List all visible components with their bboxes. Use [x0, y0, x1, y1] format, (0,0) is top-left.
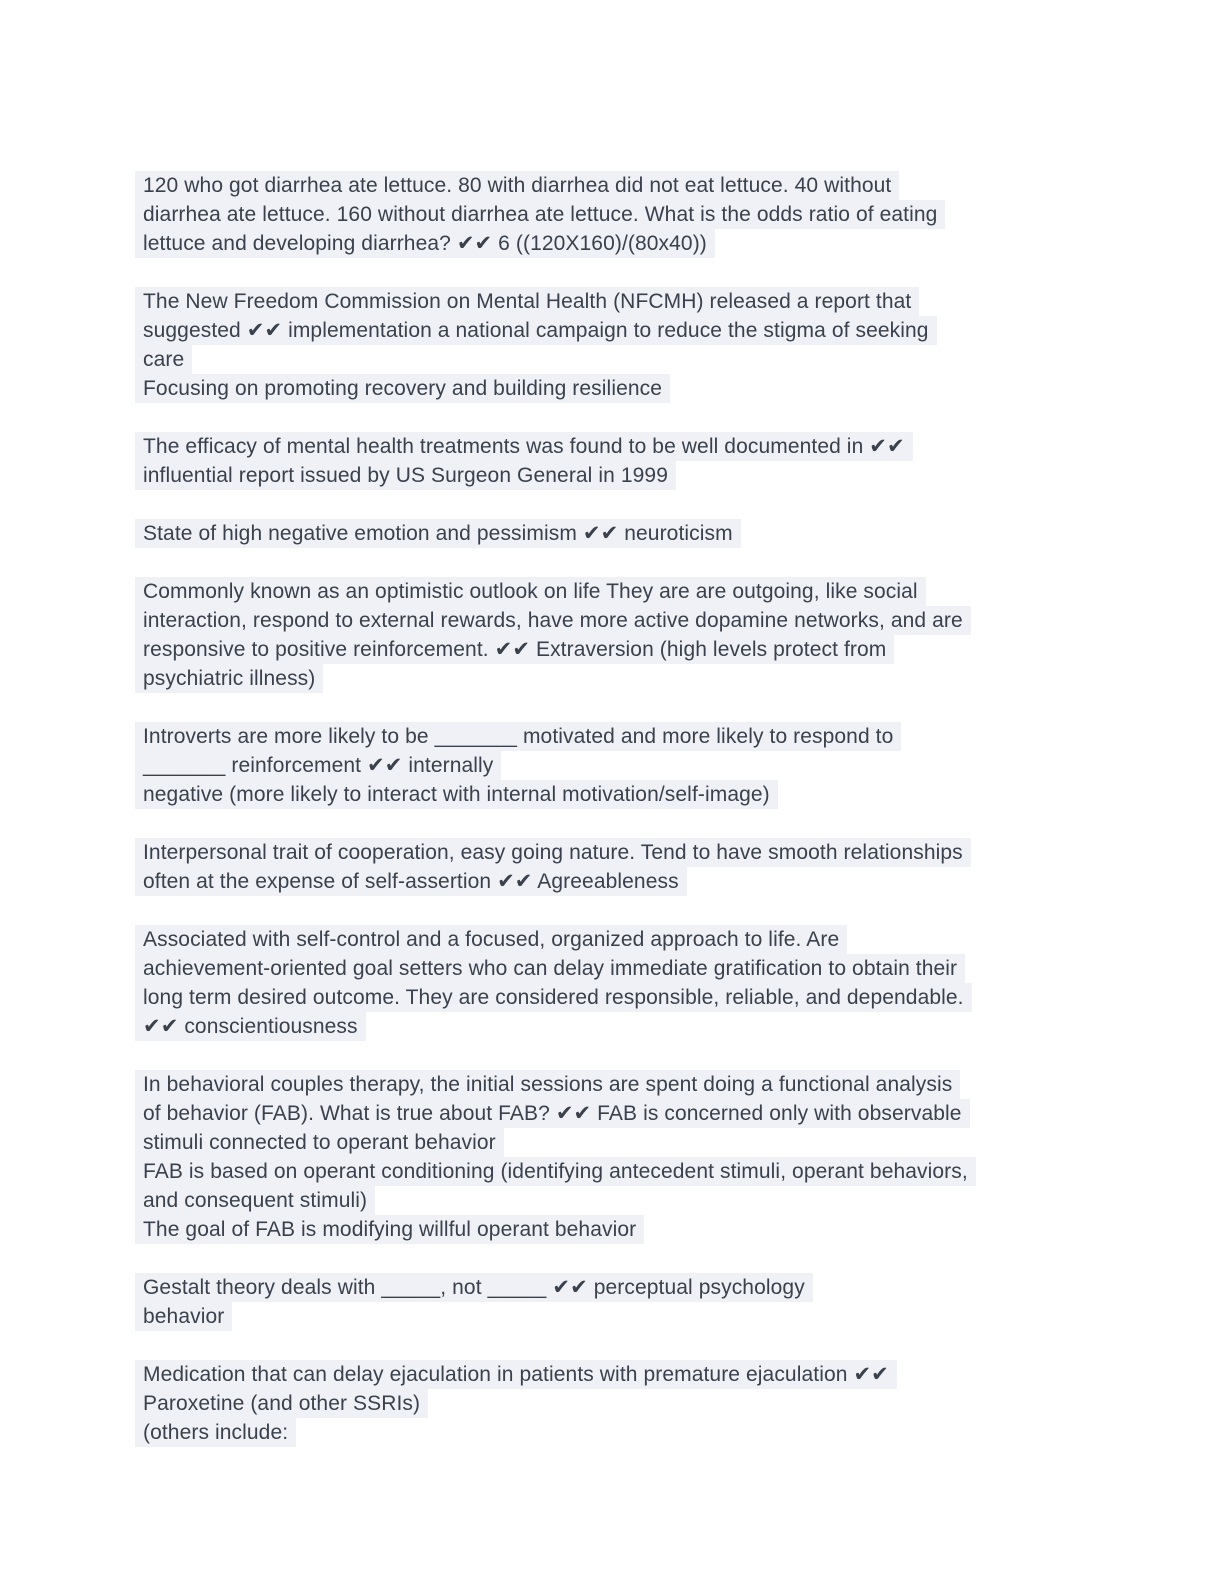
highlighted-text: diarrhea ate lettuce. 160 without diarrhea ate lettuce. What is the odds ratio of eating: [135, 200, 945, 229]
highlighted-text: Commonly known as an optimistic outlook on life They are are outgoing, like social: [135, 577, 926, 606]
text-line: [143, 229, 1133, 258]
qa-paragraph-premature-ejaculation: [143, 1360, 1133, 1447]
qa-paragraph-nfcmh: [143, 287, 1133, 403]
highlighted-text: influential report issued by US Surgeon General in 1999: [135, 461, 676, 490]
highlighted-text: often at the expense of self-assertion ✔✔ Agreeableness: [135, 867, 687, 896]
highlighted-text: long term desired outcome. They are considered responsible, reliable, and dependable.: [135, 983, 972, 1012]
highlighted-text: behavior: [135, 1302, 232, 1331]
highlighted-text: care: [135, 345, 192, 374]
qa-paragraph-neuroticism: [143, 519, 1133, 548]
highlighted-text: FAB is based on operant conditioning (identifying antecedent stimuli, operant behaviors,: [135, 1157, 976, 1186]
text-line: [143, 1215, 1133, 1244]
highlighted-text: interaction, respond to external rewards, have more active dopamine networks, and are: [135, 606, 971, 635]
highlighted-text: responsive to positive reinforcement. ✔✔ Extraversion (high levels protect from: [135, 635, 894, 664]
text-line: [143, 1418, 1133, 1447]
qa-paragraph-odds-ratio: [143, 171, 1133, 258]
text-line: [143, 606, 1133, 635]
text-line: [143, 664, 1133, 693]
text-line: [143, 954, 1133, 983]
highlighted-text: Paroxetine (and other SSRIs): [135, 1389, 428, 1418]
highlighted-text: negative (more likely to interact with internal motivation/self-image): [135, 780, 778, 809]
highlighted-text: Associated with self-control and a focused, organized approach to life. Are: [135, 925, 847, 954]
text-line: [143, 1186, 1133, 1215]
qa-paragraph-agreeableness: [143, 838, 1133, 896]
qa-paragraph-surgeon-general: [143, 432, 1133, 490]
highlighted-text: Interpersonal trait of cooperation, easy going nature. Tend to have smooth relationships: [135, 838, 971, 867]
text-line: [143, 838, 1133, 867]
highlighted-text: 120 who got diarrhea ate lettuce. 80 with diarrhea did not eat lettuce. 40 without: [135, 171, 899, 200]
highlighted-text: ✔✔ conscientiousness: [135, 1012, 366, 1041]
text-line: [143, 867, 1133, 896]
qa-paragraph-conscientiousness: [143, 925, 1133, 1041]
highlighted-text: of behavior (FAB). What is true about FAB? ✔✔ FAB is concerned only with observable: [135, 1099, 970, 1128]
highlighted-text: stimuli connected to operant behavior: [135, 1128, 504, 1157]
highlighted-text: psychiatric illness): [135, 664, 323, 693]
highlighted-text: In behavioral couples therapy, the initial sessions are spent doing a functional analysis: [135, 1070, 960, 1099]
highlighted-text: The efficacy of mental health treatments was found to be well documented in ✔✔: [135, 432, 913, 461]
text-line: [143, 1012, 1133, 1041]
text-line: [143, 1360, 1133, 1389]
text-line: [143, 577, 1133, 606]
text-line: [143, 374, 1133, 403]
text-line: [143, 1128, 1133, 1157]
qa-paragraph-introverts: [143, 722, 1133, 809]
text-line: [143, 983, 1133, 1012]
text-line: [143, 780, 1133, 809]
text-line: [143, 1070, 1133, 1099]
highlighted-text: suggested ✔✔ implementation a national campaign to reduce the stigma of seeking: [135, 316, 937, 345]
text-line: [143, 461, 1133, 490]
text-line: [143, 925, 1133, 954]
qa-paragraph-fab: [143, 1070, 1133, 1244]
highlighted-text: Introverts are more likely to be _______ motivated and more likely to respond to: [135, 722, 901, 751]
text-line: [143, 1099, 1133, 1128]
text-line: [143, 635, 1133, 664]
qa-paragraph-extraversion: [143, 577, 1133, 693]
highlighted-text: and consequent stimuli): [135, 1186, 375, 1215]
text-line: [143, 287, 1133, 316]
highlighted-text: State of high negative emotion and pessimism ✔✔ neuroticism: [135, 519, 741, 548]
text-line: [143, 432, 1133, 461]
highlighted-text: Focusing on promoting recovery and building resilience: [135, 374, 670, 403]
text-line: [143, 722, 1133, 751]
text-line: [143, 200, 1133, 229]
highlighted-text: Medication that can delay ejaculation in patients with premature ejaculation ✔✔: [135, 1360, 897, 1389]
text-line: [143, 171, 1133, 200]
highlighted-text: (others include:: [135, 1418, 296, 1447]
highlighted-text: The goal of FAB is modifying willful operant behavior: [135, 1215, 644, 1244]
highlighted-text: lettuce and developing diarrhea? ✔✔ 6 ((120X160)/(80x40)): [135, 229, 715, 258]
highlighted-text: _______ reinforcement ✔✔ internally: [135, 751, 501, 780]
text-line: [143, 1273, 1133, 1302]
qa-paragraph-gestalt: [143, 1273, 1133, 1331]
text-line: [143, 1157, 1133, 1186]
highlighted-text: The New Freedom Commission on Mental Health (NFCMH) released a report that: [135, 287, 919, 316]
highlighted-text: achievement-oriented goal setters who can delay immediate gratification to obtain their: [135, 954, 965, 983]
document-content: [143, 171, 1133, 1447]
text-line: [143, 519, 1133, 548]
text-line: [143, 345, 1133, 374]
highlighted-text: Gestalt theory deals with _____, not _____ ✔✔ perceptual psychology: [135, 1273, 813, 1302]
text-line: [143, 1389, 1133, 1418]
text-line: [143, 1302, 1133, 1331]
text-line: [143, 751, 1133, 780]
text-line: [143, 316, 1133, 345]
